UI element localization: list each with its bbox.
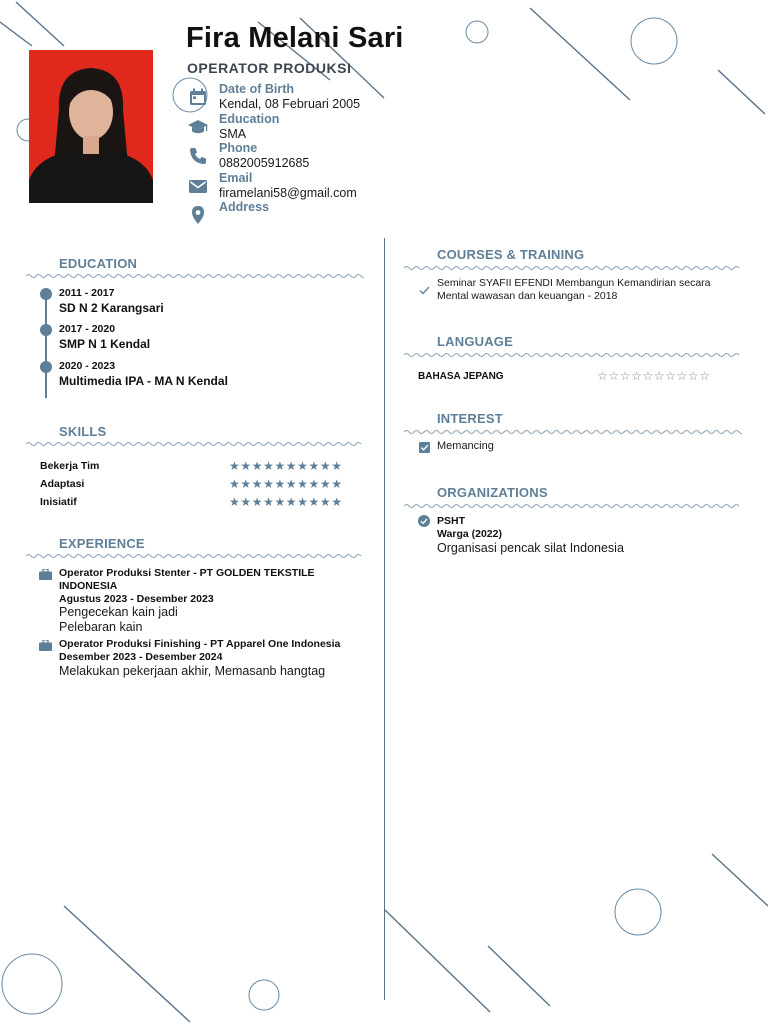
organization-desc: Organisasi pencak silat Indonesia bbox=[437, 541, 624, 555]
rating-star-icon: ★ bbox=[331, 459, 343, 473]
education-period: 2011 - 2017 bbox=[59, 287, 115, 299]
section-divider bbox=[26, 273, 364, 279]
profile-photo bbox=[29, 50, 153, 203]
experience-desc: Melakukan pekerjaan akhir, Memasanb hangtag bbox=[59, 664, 326, 678]
section-title-language: LANGUAGE bbox=[437, 334, 513, 349]
experience-desc: Pengecekan kain jadi bbox=[59, 605, 178, 619]
rating-star-icon: ★ bbox=[331, 477, 343, 491]
section-title-courses: COURSES & TRAINING bbox=[437, 247, 585, 262]
skill-rating-stars bbox=[229, 477, 343, 491]
rating-star-icon: ★ bbox=[308, 459, 320, 473]
education-school: Multimedia IPA - MA N Kendal bbox=[59, 374, 228, 388]
rating-star-icon: ★ bbox=[240, 477, 252, 491]
skill-rating-stars bbox=[229, 495, 343, 509]
rating-star-icon: ★ bbox=[229, 477, 241, 491]
rating-star-icon: ☆ bbox=[653, 369, 666, 383]
contact-value: firamelani58@gmail.com bbox=[219, 185, 357, 200]
rating-star-icon: ☆ bbox=[676, 369, 688, 383]
section-divider bbox=[26, 441, 364, 447]
rating-star-icon: ☆ bbox=[687, 369, 700, 383]
checkmark-icon bbox=[419, 286, 430, 295]
section-divider bbox=[404, 429, 742, 435]
rating-star-icon: ☆ bbox=[597, 369, 609, 383]
rating-star-icon: ★ bbox=[274, 495, 286, 509]
contact-value: 0882005912685 bbox=[219, 156, 310, 170]
skill-name: Adaptasi bbox=[40, 478, 85, 490]
rating-star-icon: ★ bbox=[240, 459, 252, 473]
contact-label: Date of Birth bbox=[219, 82, 294, 96]
contact-label: Address bbox=[219, 200, 270, 214]
rating-star-icon: ★ bbox=[263, 477, 275, 491]
section-title-organizations: ORGANIZATIONS bbox=[437, 485, 548, 500]
checkbox-checked-icon bbox=[419, 442, 430, 453]
calendar-icon bbox=[188, 87, 208, 107]
section-title-education: EDUCATION bbox=[59, 256, 138, 271]
email-icon bbox=[188, 176, 208, 196]
rating-star-icon: ★ bbox=[229, 459, 241, 473]
experience-title: Operator Produksi Finishing - PT Apparel One Indonesia bbox=[59, 638, 341, 650]
rating-star-icon: ★ bbox=[308, 477, 320, 491]
rating-star-icon: ★ bbox=[251, 495, 264, 509]
job-title: OPERATOR PRODUKSI bbox=[187, 60, 352, 76]
rating-star-icon: ★ bbox=[285, 495, 298, 509]
organization-role: Warga (2022) bbox=[437, 528, 502, 540]
rating-star-icon: ★ bbox=[274, 459, 286, 473]
section-divider bbox=[404, 265, 742, 271]
briefcase-icon bbox=[39, 569, 52, 580]
rating-star-icon: ☆ bbox=[608, 369, 620, 383]
rating-star-icon: ★ bbox=[297, 495, 309, 509]
rating-star-icon: ☆ bbox=[665, 369, 677, 383]
section-title-skills: SKILLS bbox=[59, 424, 107, 439]
candidate-name: Fira Melani Sari bbox=[186, 22, 404, 54]
rating-star-icon: ★ bbox=[240, 495, 252, 509]
rating-star-icon: ★ bbox=[251, 477, 264, 491]
rating-star-icon: ☆ bbox=[699, 369, 711, 383]
organization-name: PSHT bbox=[437, 515, 466, 527]
education-period: 2020 - 2023 bbox=[59, 360, 116, 372]
rating-star-icon: ★ bbox=[285, 477, 298, 491]
course-item: Seminar SYAFII EFENDI Membangun Kemandirian secara Mental wawasan dan keuangan - 2018 bbox=[437, 277, 711, 302]
contact-value: Kendal, 08 Februari 2005 bbox=[219, 97, 361, 111]
rating-star-icon: ★ bbox=[319, 477, 332, 491]
timeline-dot bbox=[40, 288, 52, 300]
timeline-line bbox=[45, 290, 47, 398]
language-rating-stars bbox=[597, 369, 711, 383]
column-divider bbox=[384, 238, 385, 1000]
section-title-interest: INTEREST bbox=[437, 411, 503, 426]
education-school: SMP N 1 Kendal bbox=[59, 337, 151, 351]
rating-star-icon: ★ bbox=[319, 495, 332, 509]
experience-date: Agustus 2023 - Desember 2023 bbox=[59, 593, 214, 605]
rating-star-icon: ☆ bbox=[631, 369, 643, 383]
phone-icon bbox=[188, 146, 208, 166]
education-period: 2017 - 2020 bbox=[59, 323, 116, 335]
location-pin-icon bbox=[188, 205, 208, 225]
section-title-experience: EXPERIENCE bbox=[59, 536, 145, 551]
rating-star-icon: ★ bbox=[308, 495, 320, 509]
check-circle-icon bbox=[418, 515, 430, 527]
rating-star-icon: ★ bbox=[263, 459, 275, 473]
contact-label: Education bbox=[219, 111, 280, 126]
experience-desc: Pelebaran kain bbox=[59, 620, 143, 634]
timeline-dot bbox=[40, 324, 52, 336]
rating-star-icon: ★ bbox=[263, 495, 275, 509]
rating-star-icon: ★ bbox=[319, 459, 332, 473]
education-school: SD N 2 Karangsari bbox=[59, 301, 164, 315]
rating-star-icon: ★ bbox=[274, 477, 286, 491]
rating-star-icon: ★ bbox=[229, 495, 241, 509]
skill-name: Bekerja Tim bbox=[40, 460, 100, 472]
experience-title: Operator Produksi Stenter - PT GOLDEN TEKSTILE INDONESIA bbox=[59, 567, 315, 592]
section-divider bbox=[404, 503, 742, 509]
briefcase-icon bbox=[39, 640, 52, 651]
skill-name: Inisiatif bbox=[40, 496, 77, 508]
rating-star-icon: ★ bbox=[297, 459, 309, 473]
rating-star-icon: ★ bbox=[297, 477, 309, 491]
section-divider bbox=[404, 352, 742, 358]
section-divider bbox=[26, 553, 364, 559]
graduation-cap-icon bbox=[188, 117, 208, 137]
rating-star-icon: ★ bbox=[251, 459, 264, 473]
skill-rating-stars bbox=[229, 459, 343, 473]
rating-star-icon: ☆ bbox=[642, 369, 654, 383]
contact-value: SMA bbox=[219, 126, 247, 141]
interest-item: Memancing bbox=[437, 440, 494, 452]
timeline-dot bbox=[40, 361, 52, 373]
contact-label: Phone bbox=[219, 141, 258, 155]
experience-date: Desember 2023 - Desember 2024 bbox=[59, 651, 223, 663]
rating-star-icon: ★ bbox=[331, 495, 343, 509]
rating-star-icon: ☆ bbox=[619, 369, 632, 383]
contact-label: Email bbox=[219, 170, 253, 185]
rating-star-icon: ★ bbox=[285, 459, 298, 473]
language-name: BAHASA JEPANG bbox=[418, 371, 504, 382]
